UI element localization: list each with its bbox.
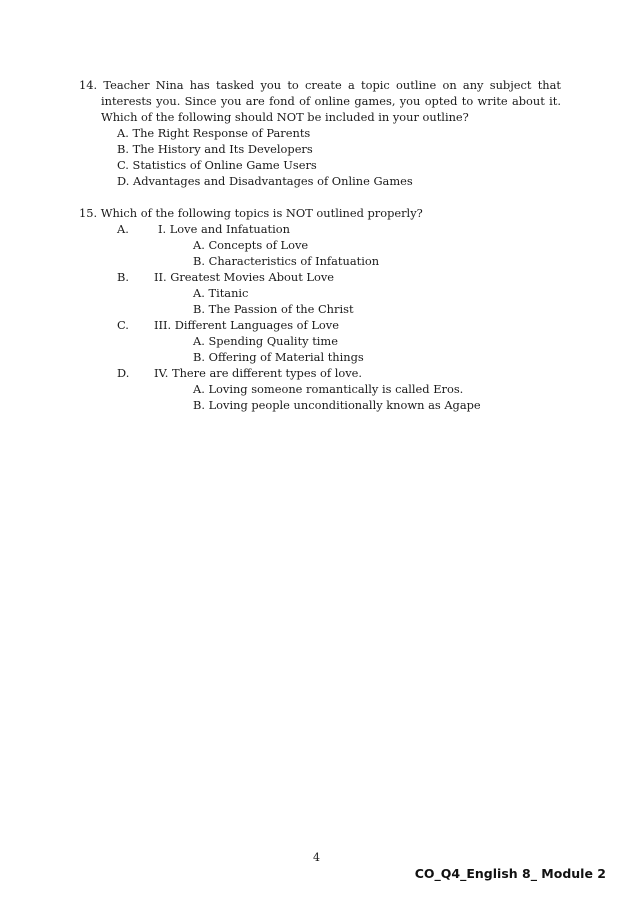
q14-line-1: 14. Teacher Nina has tasked you to create a topic outline on any subject that xyxy=(79,78,561,92)
page-number: 4 xyxy=(313,851,320,864)
q15-choice-c-letter: C. xyxy=(117,318,129,332)
q14-line-3: Which of the following should NOT be included in your outline? xyxy=(101,110,469,124)
q14-option-d: D. Advantages and Disadvantages of Online Games xyxy=(117,174,413,188)
q15-choice-c-sub-1: A. Spending Quality time xyxy=(193,334,338,348)
q15-choice-a-sub-2: B. Characteristics of Infatuation xyxy=(193,254,380,268)
q14-line-2: interests you. Since you are fond of online games, you opted to write about it. xyxy=(101,94,561,108)
q15-choice-d-sub-2: B. Loving people unconditionally known as Agape xyxy=(193,398,481,412)
q15-choice-b-letter: B. xyxy=(117,270,129,284)
q14-option-c: C. Statistics of Online Game Users xyxy=(117,158,317,172)
q15-choice-c-heading: III. Different Languages of Love xyxy=(154,318,339,332)
q15-question: 15. Which of the following topics is NOT outlined properly? xyxy=(79,206,423,220)
q15-choice-b-sub-1: A. Titanic xyxy=(193,286,249,300)
module-code: CO_Q4_English 8_ Module 2 xyxy=(414,866,606,881)
q15-choice-d-heading: IV. There are different types of love. xyxy=(154,366,363,380)
q15-choice-b-heading: II. Greatest Movies About Love xyxy=(154,270,334,284)
q15-choice-a-letter: A. xyxy=(117,222,129,236)
q15-choice-d-sub-1: A. Loving someone romantically is called Eros. xyxy=(193,382,464,396)
q15-choice-a-sub-1: A. Concepts of Love xyxy=(193,238,309,252)
q15-choice-a-heading: I. Love and Infatuation xyxy=(158,222,290,236)
q15-choice-c-sub-2: B. Offering of Material things xyxy=(193,350,364,364)
q14-option-b: B. The History and Its Developers xyxy=(117,142,313,156)
q15-choice-d-letter: D. xyxy=(117,366,130,380)
q14-option-a: A. The Right Response of Parents xyxy=(117,126,311,140)
q15-choice-b-sub-2: B. The Passion of the Christ xyxy=(193,302,354,316)
